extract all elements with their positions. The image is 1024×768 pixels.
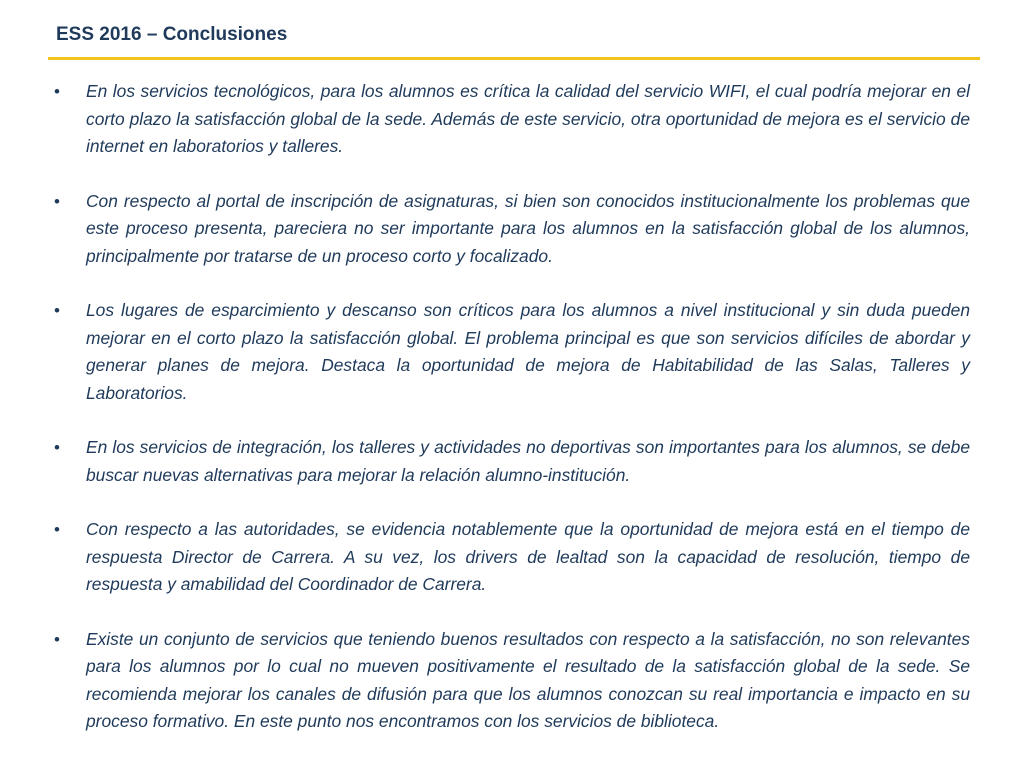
bullet-text: En los servicios de integración, los talleres y actividades no deportivas son importantes para los alumnos, se debe buscar nuevas alternativas para mejorar la relación alumno-institución.: [86, 437, 970, 485]
bullet-text: Existe un conjunto de servicios que teniendo buenos resultados con respecto a la satisfacción, no son relevantes para los alumnos por lo cual no mueven positivamente el resultado de la satisfacción global de la sede. Se recomienda mejorar los canales de difusión para que los alumnos conozcan su real importancia e impacto en su proceso formativo. En este punto nos encontramos con los servicios de biblioteca.: [86, 628, 970, 731]
bullet-icon: •: [54, 301, 60, 320]
bullet-item-wifi: [50, 78, 970, 161]
bullet-icon: •: [54, 438, 60, 457]
bullet-text: En los servicios tecnológicos, para los alumnos es crítica la calidad del servicio WIFI, el cual podría mejorar en el corto plazo la satisfacción global de la sede. Además de este servicio, otra oportunidad de mejora es el servicio de internet en laboratorios y talleres.: [86, 81, 970, 156]
conclusions-list: [50, 78, 970, 763]
bullet-item-esparcimiento: [50, 297, 970, 407]
bullet-text: Con respecto al portal de inscripción de asignaturas, si bien son conocidos institucionalmente los problemas que este proceso presenta, pareciera no ser importante para los alumnos en la satisfacción global de los alumnos, principalmente por tratarse de un proceso corto y focalizado.: [86, 190, 970, 266]
bullet-text: Los lugares de esparcimiento y descanso son críticos para los alumnos a nivel institucional y sin duda pueden mejorar en el corto plazo la satisfacción global. El problema principal es que son servicios difíciles de abordar y generar planes de mejora. Destaca la oportunidad de mejora de Habitabilidad de las Salas, Talleres y Laboratorios.: [86, 300, 970, 403]
bullet-item-integracion: [50, 434, 970, 489]
title-underline: [48, 57, 980, 60]
bullet-item-autoridades: [50, 516, 970, 599]
bullet-icon: •: [54, 520, 60, 539]
bullet-icon: •: [54, 82, 60, 101]
bullet-item-biblioteca: [50, 626, 970, 736]
slide-title: ESS 2016 – Conclusiones: [56, 24, 288, 45]
bullet-item-inscripcion: [50, 188, 970, 271]
bullet-icon: •: [54, 191, 60, 211]
bullet-text: Con respecto a las autoridades, se evidencia notablemente que la oportunidad de mejora está en el tiempo de respuesta Director de Carrera. A su vez, los drivers de lealtad son la capacidad de resolución, tiempo de respuesta y amabilidad del Coordinador de Carrera.: [86, 519, 970, 594]
bullet-icon: •: [54, 629, 60, 649]
